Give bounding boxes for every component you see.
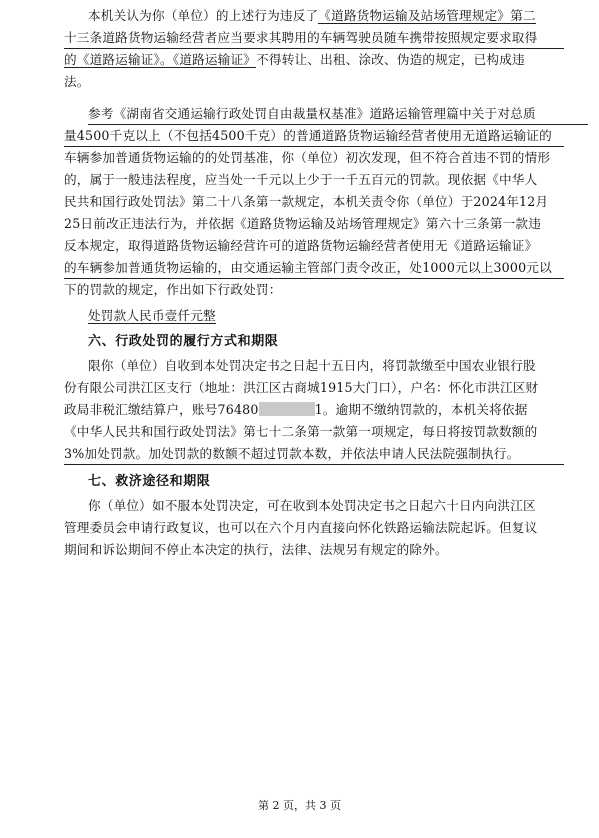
paragraph-line: 反本规定，取得道路货物运输经营许可的道路货物运输经营者使用无《道路运输证》 [64,238,538,253]
paragraph-line: 法。 [64,74,90,89]
paragraph-line: 份有限公司洪江区支行（地址：洪江区古商城1915大门口），户名：怀化市洪江区财 [64,380,539,395]
paragraph-line: 的《道路运输证》。《道路运输证》不得转让、出租、涂改、伪造的规定，已构成违 [64,52,525,67]
paragraph-line: 本机关认为你（单位）的上述行为违反了《道路货物运输及站场管理规定》第二 [88,8,536,23]
section-heading: 六、行政处罚的履行方式和期限 [88,334,279,349]
paragraph-line: 3%加处罚款。加处罚款的数额不超过罚款本数，并依法申请人民法院强制执行。 [64,444,564,465]
paragraph-line: 管理委员会申请行政复议，也可以在六个月内直接向怀化铁路运输法院起诉。但复议 [64,520,538,535]
page-number-footer: 第 2 页，共 3 页 [258,799,341,812]
paragraph-line: 《中华人民共和国行政处罚法》第七十二条第一款第一项规定，每日将按罚款数额的 [64,424,538,439]
paragraph-line: 25日前改正违法行为，并依据《道路货物运输及站场管理规定》第六十三条第一款违 [64,216,541,231]
paragraph-line: 量4500千克以上（不包括4500千克）的普通道路货物运输经营者使用无道路运输证的 [64,126,564,147]
redacted-account-number [259,402,315,416]
paragraph-line: 车辆参加普通货物运输的的处罚基准，你（单位）初次发现，但不符合首违不罚的情形 [64,150,551,165]
paragraph-line: 你（单位）如不服本处罚决定，可在收到本处罚决定书之日起六十日内向洪江区 [88,498,536,513]
paragraph-line: 政局非税汇缴结算户，账号76480 1。逾期不缴纳罚款的，本机关将依据 [64,402,528,417]
paragraph-line: 的，属于一般违法程度，应当处一千元以上少于一千五百元的罚款。现依据《中华人 [64,172,538,187]
penalty-amount: 处罚款人民币壹仟元整 [88,308,216,323]
paragraph-line: 下的罚款的规定，作出如下行政处罚： [64,282,282,297]
paragraph-line: 参考《湖南省交通运输行政处罚自由裁量权基准》道路运输管理篇中关于对总质 [88,104,588,125]
paragraph-line: 十三条道路货物运输经营者应当要求其聘用的车辆驾驶员随车携带按照规定要求取得 [64,28,564,49]
paragraph-line: 限你（单位）自收到本处罚决定书之日起十五日内，将罚款缴至中国农业银行股 [88,358,536,373]
paragraph-line: 期间和诉讼期间不停止本决定的执行，法律、法规另有规定的除外。 [64,542,448,557]
section-heading: 七、救济途径和期限 [88,474,211,489]
paragraph-line: 的车辆参加普通货物运输的，由交通运输主管部门责令改正，处1000元以上3000元以 [64,258,564,279]
paragraph-line: 民共和国行政处罚法》第二十八条第一款规定，本机关责令你（单位）于2024年12月 [64,194,549,209]
